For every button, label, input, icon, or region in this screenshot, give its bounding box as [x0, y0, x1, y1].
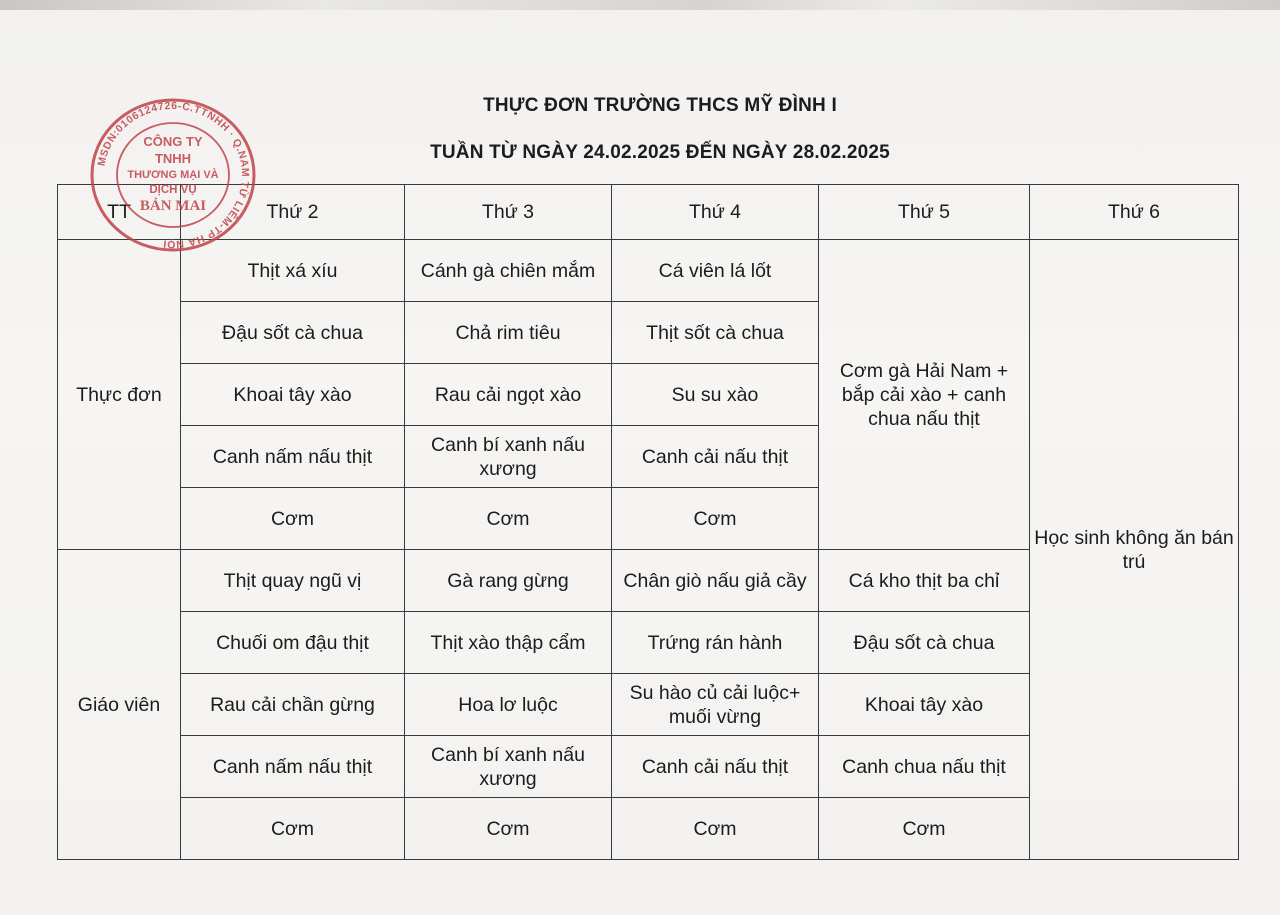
menu-cell: Khoai tây xào	[819, 674, 1030, 736]
stamp-line: BẢN MAI	[139, 198, 207, 214]
menu-cell: Thịt quay ngũ vị	[181, 550, 405, 612]
menu-table	[57, 184, 1239, 860]
menu-cell: Rau cải chần gừng	[181, 674, 405, 736]
menu-cell: Khoai tây xào	[181, 364, 405, 426]
menu-cell: Chân giò nấu giả cầy	[612, 550, 819, 612]
menu-cell: Su hào củ cải luộc+ muối vừng	[612, 674, 819, 736]
menu-cell: Cơm	[819, 798, 1030, 860]
menu-cell: Cơm	[181, 488, 405, 550]
header-day: Thứ 5	[819, 185, 1030, 240]
header-tt: TT	[58, 185, 181, 240]
table-row	[58, 240, 1239, 302]
header-day: Thứ 4	[612, 185, 819, 240]
stamp-line: TNHH	[154, 151, 192, 166]
menu-cell: Trứng rán hành	[612, 612, 819, 674]
stamp-line: CÔNG TY	[143, 134, 203, 149]
menu-cell: Đậu sốt cà chua	[819, 612, 1030, 674]
menu-cell: Cơm	[405, 488, 612, 550]
menu-cell: Cơm	[405, 798, 612, 860]
menu-cell: Canh nấm nấu thịt	[181, 736, 405, 798]
header-row	[58, 185, 1239, 240]
page-subtitle: TUẦN TỪ NGÀY 24.02.2025 ĐẾN NGÀY 28.02.2025	[430, 142, 890, 163]
menu-cell: Thịt xào thập cẩm	[405, 612, 612, 674]
menu-cell: Canh bí xanh nấu xương	[405, 736, 612, 798]
header-day: Thứ 3	[405, 185, 612, 240]
header-day: Thứ 6	[1030, 185, 1239, 240]
menu-cell: Cánh gà chiên mắm	[405, 240, 612, 302]
stamp-line: DỊCH VỤ	[149, 184, 197, 196]
menu-cell: Canh bí xanh nấu xương	[405, 426, 612, 488]
row-label-teacher: Giáo viên	[58, 550, 181, 860]
menu-cell: Cơm	[612, 488, 819, 550]
menu-cell: Canh nấm nấu thịt	[181, 426, 405, 488]
menu-cell: Chả rim tiêu	[405, 302, 612, 364]
stamp-ring-text: MSDN:0106124726-C.TTNHH · Q.NAM TỪ LIÊM-TP HÀ NỘI	[95, 99, 252, 251]
menu-cell: Gà rang gừng	[405, 550, 612, 612]
scan-edge	[0, 0, 1280, 10]
row-label-student: Thực đơn	[58, 240, 181, 550]
menu-cell: Cá kho thịt ba chỉ	[819, 550, 1030, 612]
menu-cell: Canh cải nấu thịt	[612, 736, 819, 798]
menu-cell: Đậu sốt cà chua	[181, 302, 405, 364]
menu-cell-combined: Cơm gà Hải Nam + bắp cải xào + canh chua nấu thịt	[819, 240, 1030, 550]
friday-note: Học sinh không ăn bán trú	[1030, 240, 1239, 860]
menu-cell: Cá viên lá lốt	[612, 240, 819, 302]
menu-cell: Thịt sốt cà chua	[612, 302, 819, 364]
menu-cell: Canh cải nấu thịt	[612, 426, 819, 488]
menu-cell: Canh chua nấu thịt	[819, 736, 1030, 798]
menu-cell: Su su xào	[612, 364, 819, 426]
menu-cell: Thịt xá xíu	[181, 240, 405, 302]
menu-cell: Chuối om đậu thịt	[181, 612, 405, 674]
header-day: Thứ 2	[181, 185, 405, 240]
menu-cell: Rau cải ngọt xào	[405, 364, 612, 426]
page-title: THỰC ĐƠN TRƯỜNG THCS MỸ ĐÌNH I	[483, 95, 837, 116]
menu-cell: Cơm	[181, 798, 405, 860]
menu-cell: Hoa lơ luộc	[405, 674, 612, 736]
stamp-line: THƯƠNG MẠI VÀ	[127, 169, 219, 181]
menu-cell: Cơm	[612, 798, 819, 860]
